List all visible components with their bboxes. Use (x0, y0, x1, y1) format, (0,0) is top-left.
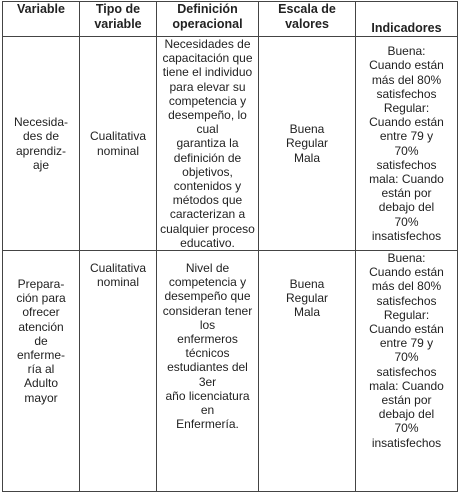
cell-definicion: Necesidades de capacitación que tiene el individuo para elevar su competencia y desempeño, lo cual garantiza la definición de objetivos, contenidos y métodos que caracterizan a cualquier proceso educativo. (157, 37, 259, 251)
header-variable: Variable (3, 2, 80, 37)
header-definicion-operacional: Definición operacional (157, 2, 259, 37)
cell-indicadores: Buena: Cuando están más del 80% satisfechos Regular: Cuando están entre 79 y 70% satisfechos mala: Cuando están por debajo del 70% insatisfechos (356, 251, 458, 492)
table-row (3, 37, 458, 251)
cell-escala: Buena Regular Mala (259, 37, 356, 251)
cell-tipo: Cualitativa nominal (80, 37, 157, 251)
cell-definicion: Nivel de competencia y desempeño que consideran tener los enfermeros técnicos estudiantes del 3er año licenciatura en Enfermería. (157, 251, 259, 492)
table-row (3, 251, 458, 492)
cell-indicadores: Buena: Cuando están más del 80% satisfechos Regular: Cuando están entre 79 y 70% satisfechos mala: Cuando están por debajo del 70% insatisfechos (356, 37, 458, 251)
header-indicadores: Indicadores (356, 2, 458, 37)
header-escala-valores: Escala de valores (259, 2, 356, 37)
header-tipo-variable: Tipo de variable (80, 2, 157, 37)
cell-tipo: Cualitativa nominal (80, 251, 157, 492)
cell-variable: Prepara- ción para ofrecer atención de enferme- ría al Adulto mayor (3, 251, 80, 492)
header-row (3, 2, 458, 37)
cell-variable: Necesida- des de aprendiz- aje (3, 37, 80, 251)
cell-escala: Buena Regular Mala (259, 251, 356, 492)
operationalization-table (2, 1, 458, 492)
